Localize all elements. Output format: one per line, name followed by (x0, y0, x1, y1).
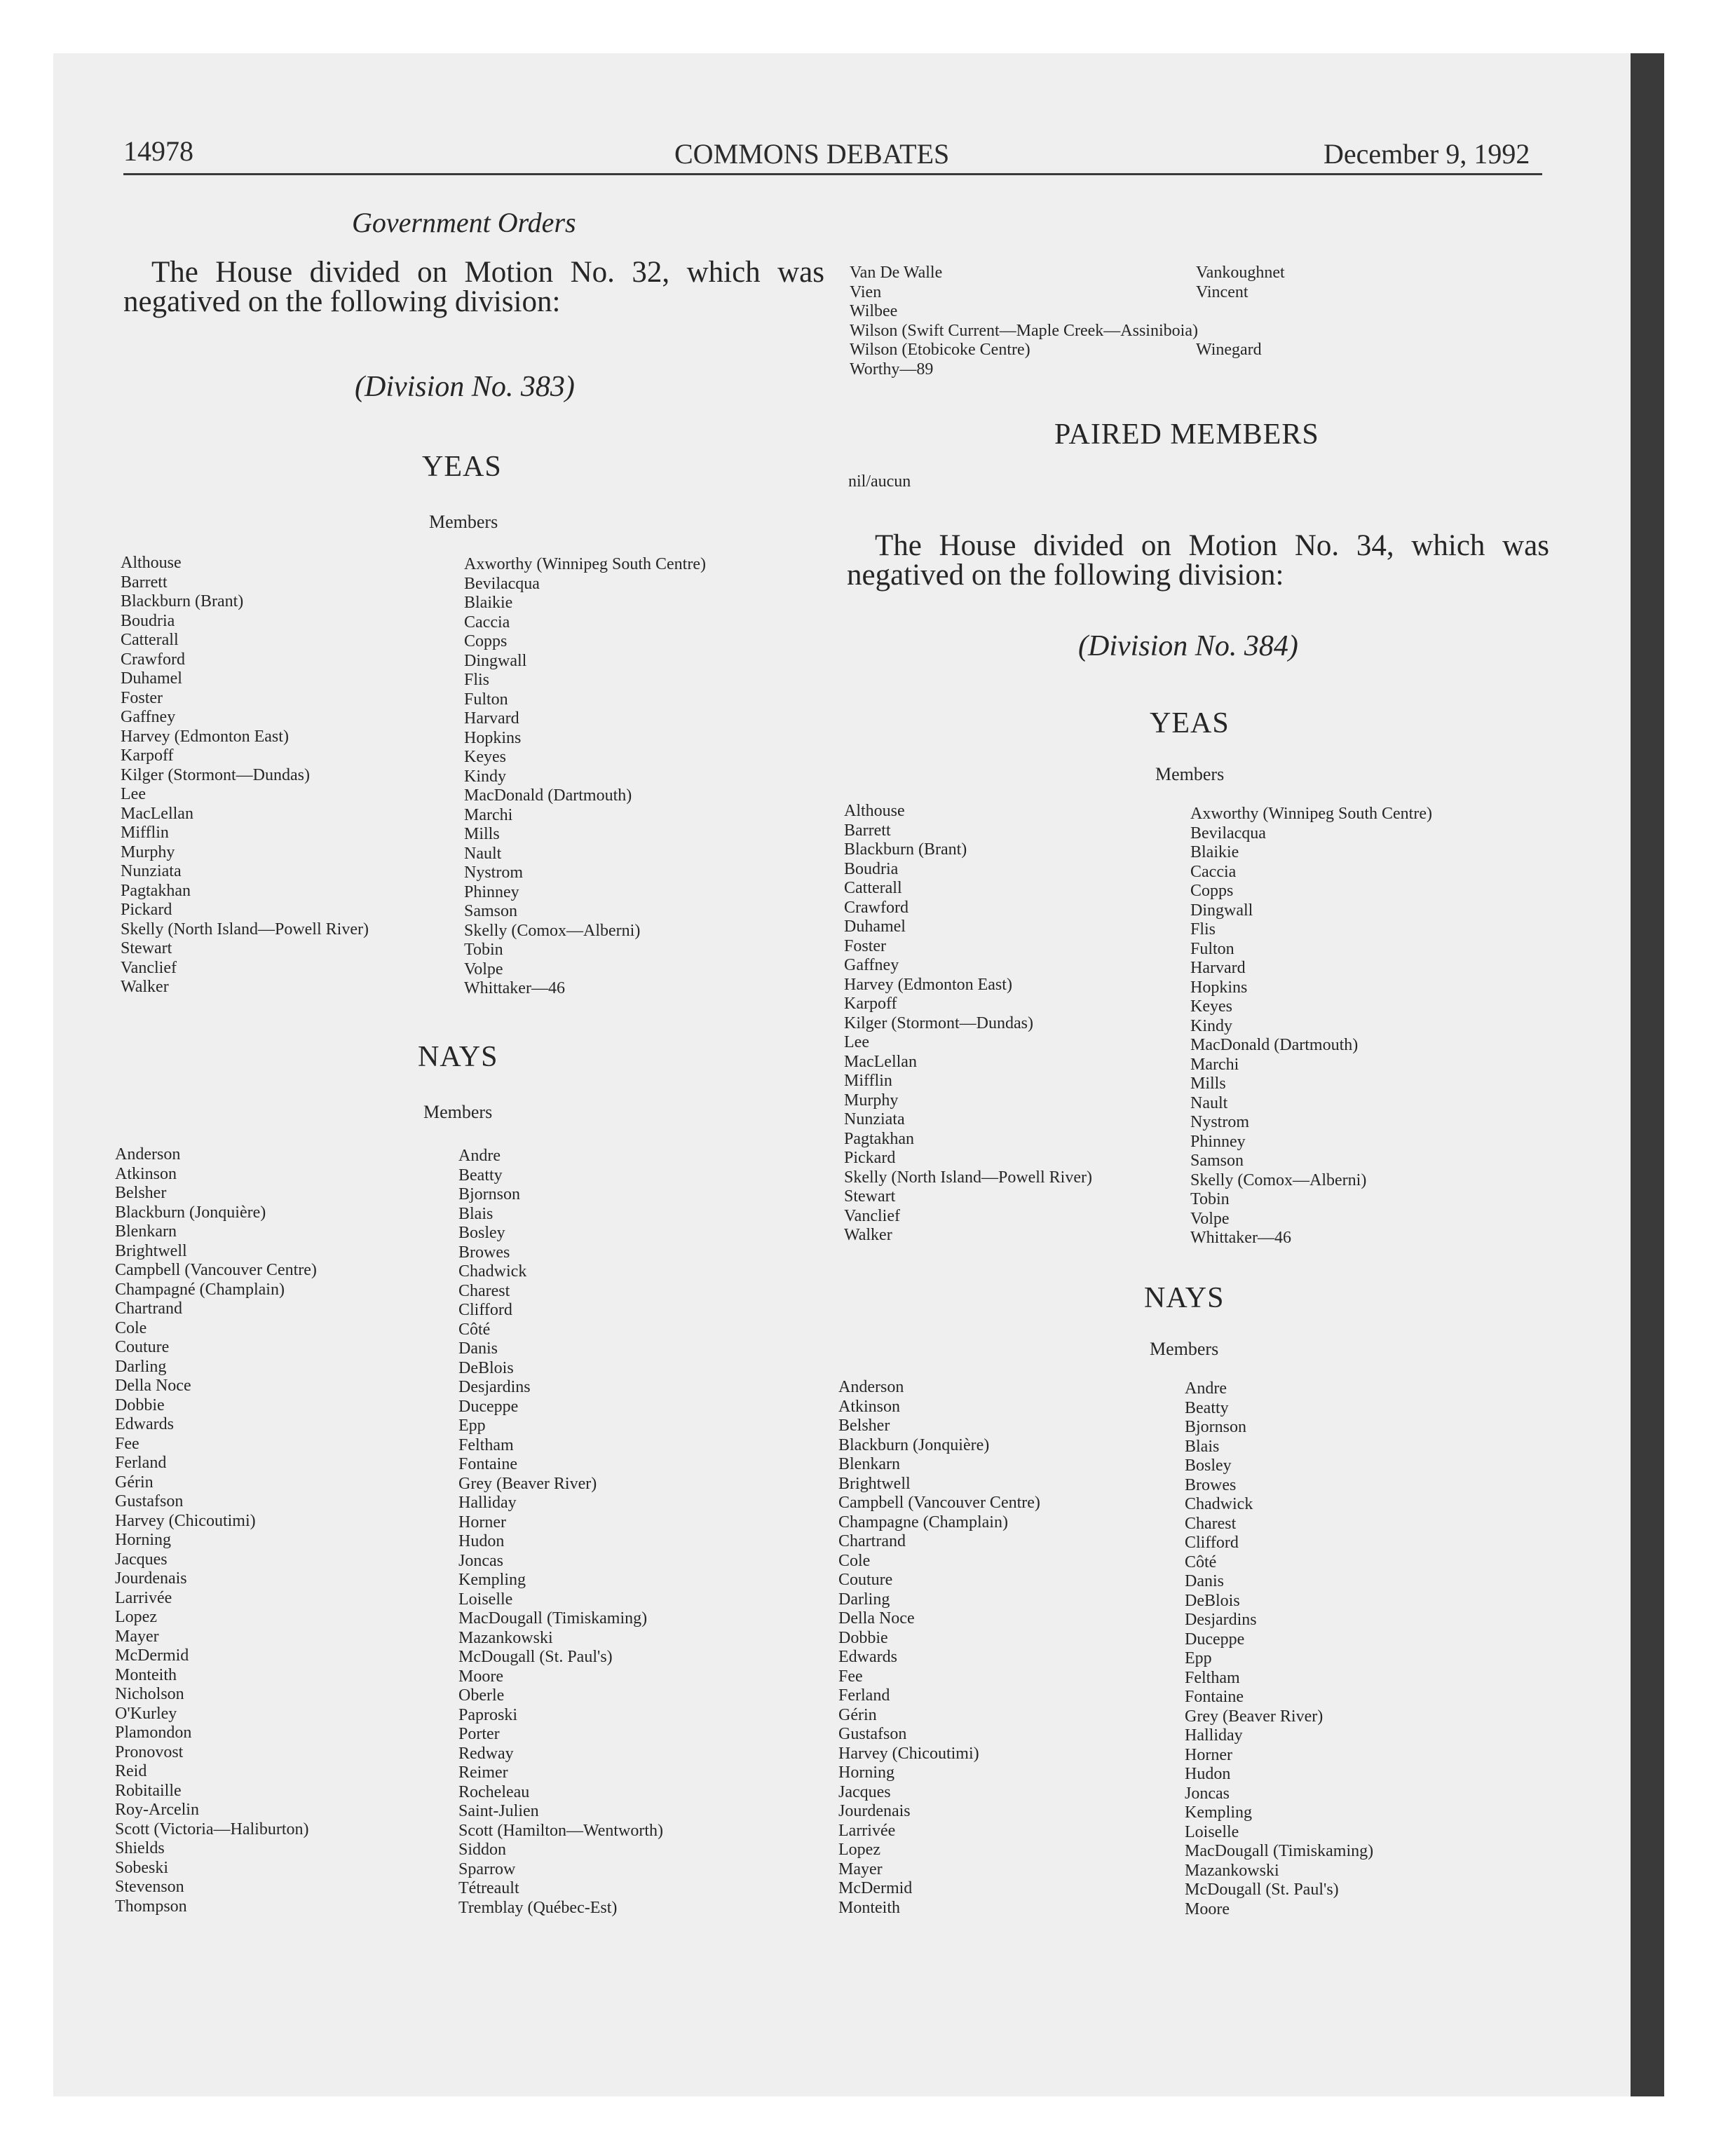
member-name: Halliday (458, 1494, 517, 1512)
member-name: Blackburn (Brant) (121, 592, 244, 610)
member-name: Bjornson (1185, 1418, 1247, 1436)
member-name: Van De Walle (850, 264, 943, 282)
division-383-nays-heading: NAYS (418, 1041, 498, 1073)
member-name: Anderson (115, 1145, 181, 1164)
division-384-yeas-members-label: Members (1155, 764, 1225, 784)
member-name (1196, 302, 1285, 322)
member-name: Lopez (838, 1841, 880, 1859)
member-name: Cole (115, 1318, 147, 1337)
member-name: Nystrom (1190, 1113, 1249, 1131)
member-name: Caccia (464, 613, 510, 632)
member-name: Brightwell (115, 1241, 187, 1260)
member-name: Stevenson (115, 1878, 184, 1896)
member-name: Siddon (458, 1841, 507, 1859)
member-name (1196, 322, 1285, 341)
division-383-yeas-column-1 (121, 554, 369, 997)
member-name: Côté (1185, 1553, 1217, 1571)
member-name: Foster (121, 688, 163, 707)
member-name: Crawford (121, 650, 185, 669)
member-name: Winegard (1196, 341, 1262, 359)
member-name: Clifford (458, 1301, 512, 1319)
member-name: Murphy (844, 1091, 899, 1110)
member-name: Volpe (464, 960, 503, 978)
member-name: Oberle (458, 1686, 505, 1705)
member-name: Mazankowski (1185, 1861, 1279, 1880)
member-name: Kilger (Stormont—Dundas) (121, 765, 310, 784)
member-name: Campbell (Vancouver Centre) (115, 1261, 317, 1279)
member-name: Lopez (115, 1608, 157, 1626)
page-date: December 9, 1992 (1324, 138, 1530, 170)
member-name: Keyes (1190, 997, 1232, 1016)
division-384-nays-heading: NAYS (1144, 1282, 1225, 1314)
member-name: MacDougall (Timiskaming) (1185, 1842, 1374, 1860)
member-name: Bosley (458, 1224, 505, 1242)
member-name: Harvey (Chicoutimi) (115, 1511, 256, 1530)
member-name: Moore (458, 1667, 503, 1686)
member-name: Hudon (458, 1532, 505, 1550)
member-name: Couture (838, 1571, 893, 1589)
member-name: Wilson (Swift Current—Maple Creek—Assiniboia) (850, 321, 1198, 340)
division-384-nays-members-label: Members (1150, 1339, 1219, 1359)
member-name: Danis (458, 1339, 498, 1358)
member-name: Chadwick (1185, 1495, 1253, 1513)
member-name: Barrett (121, 573, 168, 592)
member-name: Nunziata (844, 1110, 905, 1128)
member-name: Duceppe (1185, 1630, 1245, 1649)
member-name: Desjardins (1185, 1611, 1257, 1629)
member-name: Moore (1185, 1899, 1230, 1918)
member-name: Fontaine (458, 1455, 517, 1473)
member-name: Feltham (1185, 1668, 1240, 1687)
member-name: Bjornson (458, 1185, 521, 1203)
member-name: Volpe (1190, 1209, 1230, 1228)
division-383-nays-members-label: Members (423, 1102, 493, 1122)
member-name: Reimer (458, 1763, 508, 1782)
member-name: Blaikie (1190, 843, 1239, 861)
member-name: Walker (844, 1226, 892, 1244)
member-name: Feltham (458, 1435, 514, 1454)
member-name: Nicholson (115, 1685, 184, 1703)
division-384-yeas-column-2 (1190, 805, 1432, 1248)
member-name: Epp (458, 1417, 486, 1435)
member-name: Barrett (844, 821, 891, 840)
member-name: Althouse (121, 554, 182, 572)
member-name: Champagne (Champlain) (838, 1513, 1008, 1531)
member-name: Pickard (844, 1149, 896, 1167)
member-name: Kempling (1185, 1803, 1252, 1822)
member-name: Blenkarn (115, 1222, 177, 1241)
member-name: Belsher (838, 1417, 890, 1435)
member-name: Keyes (464, 748, 506, 766)
division-383-yeas-members-label: Members (429, 512, 498, 532)
member-name: Edwards (115, 1415, 174, 1433)
member-name: Kilger (Stormont—Dundas) (844, 1014, 1033, 1032)
member-name: Porter (458, 1725, 500, 1743)
member-name: Walker (121, 978, 169, 996)
member-name: Worthy—89 (850, 360, 934, 378)
member-name: Axworthy (Winnipeg South Centre) (464, 555, 706, 573)
member-name: Edwards (838, 1648, 897, 1666)
member-name: Flis (1190, 920, 1216, 939)
member-name: Boudria (121, 611, 175, 630)
member-name: Bosley (1185, 1456, 1232, 1475)
member-name: Althouse (844, 802, 905, 820)
member-name: Côté (458, 1320, 491, 1339)
member-name: Skelly (Comox—Alberni) (1190, 1171, 1367, 1189)
member-name: Vien (850, 282, 882, 301)
member-name: Caccia (1190, 862, 1237, 881)
member-name: Kempling (458, 1571, 526, 1589)
member-name: Harvard (464, 709, 519, 728)
member-name: Darling (115, 1357, 167, 1376)
member-name: Skelly (Comox—Alberni) (464, 921, 641, 940)
member-name: Blais (1185, 1437, 1220, 1456)
division-384-yeas-column-1 (844, 802, 1092, 1246)
member-name: Pickard (121, 901, 172, 919)
member-name: Fulton (1190, 939, 1234, 958)
member-name: DeBlois (458, 1358, 514, 1377)
member-name (1196, 360, 1285, 380)
member-name: Mifflin (844, 1072, 892, 1090)
member-name: Bevilacqua (1190, 824, 1266, 842)
member-name: Nault (464, 844, 502, 863)
member-name: Gaffney (844, 956, 899, 974)
division-383-intro: The House divided on Motion No. 32, which was negatived on the following division: (123, 256, 824, 318)
member-name: McDougall (St. Paul's) (1185, 1881, 1339, 1899)
member-name: Vanclief (844, 1206, 900, 1225)
member-name: Atkinson (838, 1397, 901, 1416)
member-name: Jacques (838, 1782, 891, 1801)
member-name: Wilbee (850, 302, 898, 320)
member-name: Jacques (115, 1550, 168, 1569)
member-name: Blackburn (Brant) (844, 840, 967, 859)
member-name: Belsher (115, 1184, 167, 1202)
member-name: McDougall (St. Paul's) (458, 1648, 613, 1666)
member-name: Pronovost (115, 1742, 184, 1761)
member-name: Harvey (Chicoutimi) (838, 1744, 979, 1763)
member-name: Horning (115, 1531, 171, 1549)
member-name: Copps (1190, 882, 1234, 900)
member-name: Whittaker—46 (1190, 1229, 1291, 1247)
member-name: Tremblay (Québec-Est) (458, 1898, 618, 1917)
member-name: Paproski (458, 1705, 517, 1724)
member-name: Blais (458, 1204, 494, 1223)
member-name: Beatty (458, 1166, 503, 1185)
member-name: Mayer (115, 1627, 159, 1646)
member-name: Harvey (Edmonton East) (121, 727, 289, 746)
member-name: Gérin (115, 1473, 154, 1492)
member-name: Couture (115, 1338, 170, 1356)
member-name: Della Noce (838, 1609, 915, 1628)
member-name: Lee (844, 1033, 869, 1051)
division-383-label: (Division No. 383) (355, 371, 575, 403)
member-name: Foster (844, 936, 886, 955)
member-name: Skelly (North Island—Powell River) (121, 920, 369, 939)
member-name: Blackburn (Jonquière) (115, 1203, 266, 1222)
member-name: Mifflin (121, 824, 169, 842)
member-name: Whittaker—46 (464, 979, 565, 997)
member-name: Fee (115, 1434, 140, 1453)
member-name: Scott (Hamilton—Wentworth) (458, 1821, 664, 1840)
division-384-nays-column-2 (1185, 1379, 1373, 1919)
member-name: Beatty (1185, 1398, 1229, 1417)
member-name: Gustafson (115, 1492, 184, 1510)
member-name: Scott (Victoria—Haliburton) (115, 1820, 309, 1838)
member-name: Tétreault (458, 1879, 519, 1897)
member-name: Stewart (121, 939, 172, 957)
member-name: Axworthy (Winnipeg South Centre) (1190, 805, 1432, 823)
member-name: Duceppe (458, 1397, 519, 1416)
member-name: Horner (1185, 1745, 1232, 1764)
member-name: Marchi (1190, 1055, 1239, 1074)
section-heading: Government Orders (352, 207, 576, 238)
member-name: Gustafson (838, 1725, 907, 1743)
division-383-nays-continued-column-1 (850, 264, 1198, 379)
member-name: Della Noce (115, 1377, 191, 1395)
member-name: Pagtakhan (844, 1129, 914, 1148)
member-name: Chartrand (115, 1299, 182, 1318)
member-name: Hudon (1185, 1765, 1231, 1783)
member-name: Murphy (121, 842, 175, 861)
member-name: Horner (458, 1513, 506, 1531)
member-name: Duhamel (844, 917, 906, 936)
member-name: Charest (1185, 1514, 1237, 1533)
member-name: Mills (464, 825, 500, 843)
member-name: Monteith (838, 1898, 900, 1917)
member-name: Anderson (838, 1378, 904, 1396)
division-383-nays-continued-column-2 (1196, 264, 1285, 379)
member-name: Redway (458, 1744, 514, 1763)
member-name: Brightwell (838, 1474, 911, 1493)
member-name: Stewart (844, 1187, 896, 1206)
member-name: Flis (464, 671, 490, 689)
member-name: Hopkins (464, 728, 522, 747)
member-name: Rocheleau (458, 1782, 530, 1801)
member-name: Halliday (1185, 1726, 1243, 1745)
member-name: Champagné (Champlain) (115, 1280, 285, 1299)
member-name: Nystrom (464, 864, 523, 882)
division-383-yeas-column-2 (464, 555, 706, 999)
member-name: Grey (Beaver River) (458, 1474, 597, 1493)
division-384-intro: The House divided on Motion No. 34, which was negatived on the following division: (847, 529, 1549, 592)
member-name: Jourdenais (115, 1569, 187, 1588)
member-name: Sparrow (458, 1860, 516, 1878)
division-384-yeas-heading: YEAS (1150, 707, 1230, 739)
member-name: Robitaille (115, 1781, 182, 1800)
member-name: Kindy (464, 767, 506, 786)
member-name: Bevilacqua (464, 574, 540, 593)
member-name: O'Kurley (115, 1704, 177, 1723)
member-name: Loiselle (1185, 1822, 1239, 1841)
member-name: Browes (458, 1243, 510, 1262)
member-name: McDermid (838, 1879, 913, 1897)
member-name: MacLellan (121, 804, 193, 823)
division-384-nays-column-1 (838, 1378, 1040, 1918)
member-name: Skelly (North Island—Powell River) (844, 1168, 1092, 1187)
member-name: Epp (1185, 1649, 1212, 1667)
member-name: Charest (458, 1281, 510, 1300)
member-name: Fee (838, 1667, 863, 1686)
member-name: Kindy (1190, 1016, 1232, 1035)
member-name: Blaikie (464, 594, 513, 612)
member-name: Shields (115, 1839, 165, 1857)
member-name: Mayer (838, 1860, 883, 1878)
header-rule (123, 173, 1542, 175)
member-name: Dingwall (1190, 901, 1253, 920)
scan-binding-edge (1631, 53, 1664, 2096)
member-name: Dingwall (464, 651, 527, 670)
member-name: Gaffney (121, 708, 176, 726)
member-name: Jourdenais (838, 1802, 911, 1820)
member-name: Phinney (464, 882, 519, 901)
member-name: Copps (464, 632, 508, 650)
member-name: McDermid (115, 1646, 189, 1665)
member-name: Andre (458, 1147, 501, 1165)
member-name: MacDougall (Timiskaming) (458, 1609, 648, 1628)
publication-title: COMMONS DEBATES (674, 138, 950, 170)
member-name: Mazankowski (458, 1628, 553, 1647)
member-name: MacDonald (Dartmouth) (1190, 1036, 1359, 1054)
member-name: Roy-Arcelin (115, 1801, 199, 1819)
member-name: Darling (838, 1590, 890, 1609)
member-name: Duhamel (121, 669, 182, 688)
member-name: Fulton (464, 690, 508, 709)
division-383-nays-column-2 (458, 1147, 663, 1918)
member-name: Wilson (Etobicoke Centre) (850, 341, 1030, 359)
paired-members-text: nil/aucun (848, 472, 911, 491)
division-383-nays-column-1 (115, 1145, 317, 1916)
member-name: Fontaine (1185, 1688, 1244, 1706)
member-name: Karpoff (844, 995, 897, 1013)
member-name: Dobbie (838, 1628, 888, 1647)
member-name: Blenkarn (838, 1455, 900, 1473)
member-name: Horning (838, 1763, 894, 1782)
member-name: Danis (1185, 1572, 1224, 1590)
member-name: Tobin (1190, 1190, 1230, 1208)
member-name: Joncas (1185, 1784, 1230, 1803)
member-name: Larrivée (838, 1821, 896, 1840)
member-name: Grey (Beaver River) (1185, 1707, 1324, 1726)
member-name: Chadwick (458, 1262, 527, 1281)
member-name: Chartrand (838, 1532, 906, 1550)
member-name: Ferland (115, 1454, 167, 1472)
member-name: Dobbie (115, 1396, 165, 1414)
member-name: Phinney (1190, 1132, 1246, 1151)
member-name: Loiselle (458, 1590, 513, 1609)
member-name: Hopkins (1190, 978, 1248, 997)
member-name: Vankoughnet (1196, 264, 1285, 282)
member-name: Clifford (1185, 1534, 1239, 1552)
division-384-label: (Division No. 384) (1078, 630, 1298, 662)
member-name: Thompson (115, 1897, 187, 1916)
member-name: MacLellan (844, 1052, 917, 1071)
member-name: Monteith (115, 1665, 177, 1684)
member-name: DeBlois (1185, 1591, 1240, 1610)
member-name: Blackburn (Jonquière) (838, 1435, 990, 1454)
member-name: Vanclief (121, 958, 177, 977)
member-name: Browes (1185, 1475, 1237, 1494)
member-name: Karpoff (121, 746, 174, 765)
member-name: Campbell (Vancouver Centre) (838, 1494, 1040, 1512)
member-name: Reid (115, 1762, 147, 1780)
member-name: Desjardins (458, 1378, 531, 1396)
member-name: Pagtakhan (121, 881, 191, 900)
member-name: Plamondon (115, 1724, 192, 1742)
member-name: Saint-Julien (458, 1802, 539, 1820)
member-name: Cole (838, 1551, 871, 1570)
member-name: Catterall (121, 631, 179, 649)
member-name: Andre (1185, 1379, 1227, 1398)
member-name: Harvey (Edmonton East) (844, 975, 1012, 994)
member-name: Gérin (838, 1705, 877, 1724)
member-name: Joncas (458, 1551, 503, 1570)
member-name: Vincent (1196, 282, 1248, 301)
page-number: 14978 (123, 135, 193, 167)
member-name: Larrivée (115, 1588, 172, 1607)
member-name: Samson (464, 902, 518, 920)
member-name: Ferland (838, 1686, 890, 1705)
division-383-yeas-heading: YEAS (422, 451, 502, 483)
member-name: MacDonald (Dartmouth) (464, 786, 632, 805)
member-name: Crawford (844, 898, 909, 917)
member-name: Harvard (1190, 959, 1246, 977)
member-name: Sobeski (115, 1858, 169, 1877)
member-name: Mills (1190, 1074, 1226, 1093)
paired-members-heading: PAIRED MEMBERS (1054, 418, 1319, 451)
member-name: Tobin (464, 941, 503, 959)
member-name: Catterall (844, 879, 902, 897)
member-name: Nunziata (121, 862, 182, 880)
member-name: Marchi (464, 805, 513, 824)
member-name: Nault (1190, 1093, 1228, 1112)
member-name: Samson (1190, 1152, 1244, 1170)
member-name: Lee (121, 785, 146, 803)
member-name: Atkinson (115, 1164, 177, 1183)
member-name: Boudria (844, 859, 899, 878)
